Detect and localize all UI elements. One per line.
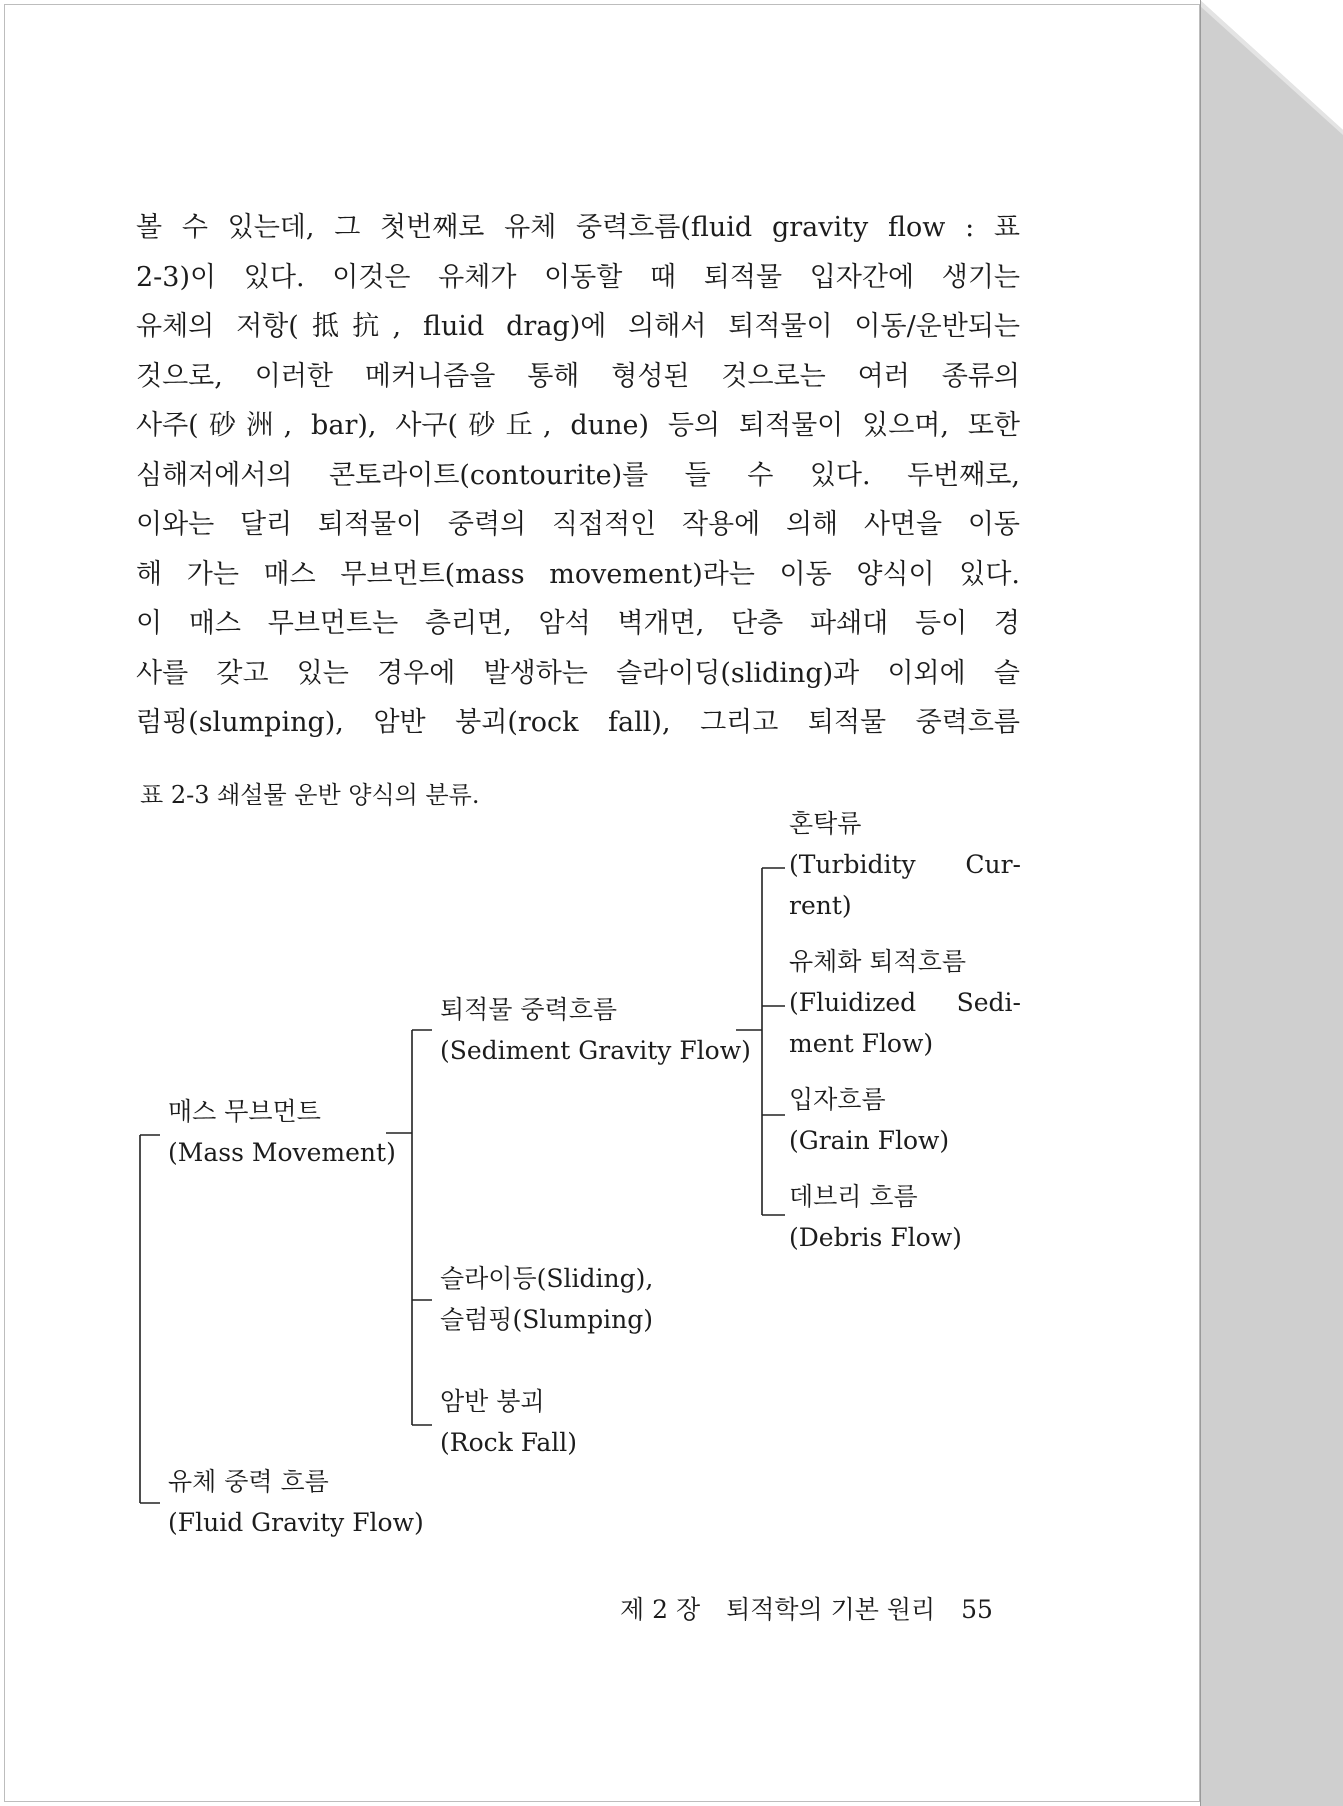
chapter-title: 퇴적학의 기본 원리 (726, 1595, 936, 1624)
node-label-en: (Debris Flow) (789, 1223, 962, 1252)
body-line: 2-3)이 있다. 이것은 유체가 이동할 때 퇴적물 입자간에 생기는 (136, 261, 1020, 293)
node-turbidity-current (789, 803, 1021, 926)
node-label-en: 슬럼핑(Slumping) (440, 1305, 653, 1334)
body-line: 해 가는 매스 무브먼트(mass movement)라는 이동 양식이 있다. (136, 558, 1020, 590)
node-label-en: (Sediment Gravity Flow) (440, 1036, 751, 1065)
body-line: 유체의 저항(抵抗, fluid drag)에 의해서 퇴적물이 이동/운반되는 (136, 311, 1020, 342)
node-mass-movement (168, 1091, 396, 1173)
body-line: 볼 수 있는데, 그 첫번째로 유체 중력흐름(fluid gravity flow : 표 (136, 212, 1020, 243)
node-label-ko: 유체화 퇴적흐름 (789, 947, 966, 976)
node-label-ko: 슬라이등(Sliding), (440, 1264, 654, 1293)
body-line: 사주(砂洲, bar), 사구(砂丘, dune) 등의 퇴적물이 있으며, 또한 (136, 410, 1020, 441)
node-rock-fall (440, 1381, 577, 1463)
body-line: 이와는 달리 퇴적물이 중력의 직접적인 작용에 의해 사면을 이동 (136, 509, 1020, 540)
node-label-ko: 매스 무브먼트 (168, 1097, 321, 1126)
node-fluidized-sediment-flow (789, 941, 1021, 1064)
node-label-ko: 혼탁류 (789, 809, 862, 838)
node-label-en: (Rock Fall) (440, 1428, 578, 1457)
node-label-en-cont: rent) (789, 891, 852, 920)
body-line: 사를 갖고 있는 경우에 발생하는 슬라이딩(sliding)과 이외에 슬 (136, 657, 1020, 689)
body-line: 것으로, 이러한 메커니즘을 통해 형성된 것으로는 여러 종류의 (136, 360, 1020, 392)
node-label-en: (Turbidity Cur- (789, 850, 1021, 879)
node-label-ko: 데브리 흐름 (789, 1182, 918, 1211)
node-fluid-gravity-flow (168, 1461, 424, 1543)
node-label-ko: 입자흐름 (789, 1085, 886, 1114)
node-sediment-gravity-flow (440, 989, 751, 1071)
node-label-ko: 암반 붕괴 (440, 1387, 545, 1416)
node-label-en-cont: ment Flow) (789, 1029, 934, 1058)
node-debris-flow (789, 1176, 962, 1258)
chapter-label: 제 2 장 (620, 1595, 701, 1624)
table-caption: 표 2-3 쇄설물 운반 양식의 분류. (140, 781, 480, 809)
page-number: 55 (961, 1595, 993, 1624)
body-line: 이 매스 무브먼트는 층리면, 암석 벽개면, 단층 파쇄대 등이 경 (136, 608, 1020, 639)
book-edge (1200, 0, 1343, 1806)
node-label-en: (Fluidized Sedi- (789, 988, 1021, 1017)
node-label-en: (Mass Movement) (168, 1138, 396, 1167)
page-footer (620, 1590, 1011, 1626)
body-line: 심해저에서의 콘토라이트(contourite)를 들 수 있다. 두번째로, (136, 459, 1020, 491)
node-label-ko: 퇴적물 중력흐름 (440, 995, 617, 1024)
node-label-en: (Fluid Gravity Flow) (168, 1508, 424, 1537)
node-label-en: (Grain Flow) (789, 1126, 950, 1155)
node-label-ko: 유체 중력 흐름 (168, 1467, 329, 1496)
body-line: 럼핑(slumping), 암반 붕괴(rock fall), 그리고 퇴적물 중력흐름 (136, 707, 1020, 738)
node-sliding-slumping (440, 1258, 653, 1340)
node-grain-flow (789, 1079, 949, 1161)
